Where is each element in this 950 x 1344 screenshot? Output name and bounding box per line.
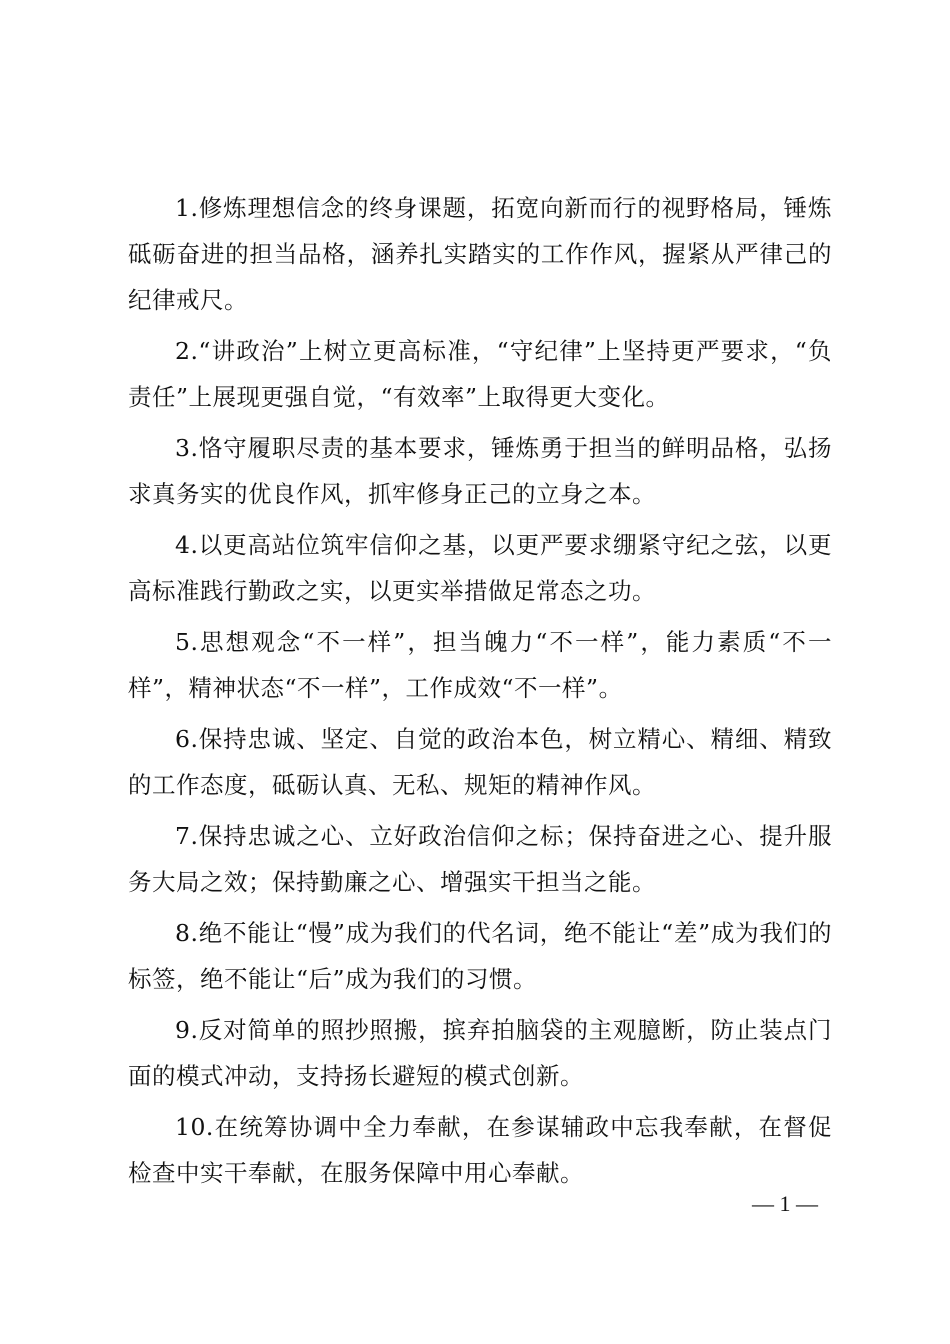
document-body	[128, 185, 832, 1201]
paragraph-6: 6.保持忠诚、坚定、自觉的政治本色，树立精心、精细、精致的工作态度，砥砺认真、无私、规矩的精神作风。	[128, 725, 832, 799]
paragraph-8: 8.绝不能让“慢”成为我们的代名词，绝不能让“差”成为我们的标签，绝不能让“后”成为我们的习惯。	[128, 919, 832, 993]
paragraph-2: 2.“讲政治”上树立更高标准，“守纪律”上坚持更严要求，“负责任”上展现更强自觉，“有效率”上取得更大变化。	[128, 337, 832, 411]
page-number: — 1 —	[752, 1191, 818, 1216]
paragraph-3: 3.恪守履职尽责的基本要求，锤炼勇于担当的鲜明品格，弘扬求真务实的优良作风，抓牢修身正己的立身之本。	[128, 434, 832, 508]
paragraph-10: 10.在统筹协调中全力奉献，在参谋辅政中忘我奉献，在督促检查中实干奉献，在服务保障中用心奉献。	[128, 1113, 832, 1187]
paragraph-4: 4.以更高站位筑牢信仰之基，以更严要求绷紧守纪之弦，以更高标准践行勤政之实，以更实举措做足常态之功。	[128, 531, 832, 605]
paragraph-5: 5.思想观念“不一样”，担当魄力“不一样”，能力素质“不一样”，精神状态“不一样”，工作成效“不一样”。	[128, 628, 832, 702]
paragraph-7: 7.保持忠诚之心、立好政治信仰之标；保持奋进之心、提升服务大局之效；保持勤廉之心、增强实干担当之能。	[128, 822, 832, 896]
paragraph-1: 1.修炼理想信念的终身课题，拓宽向新而行的视野格局，锤炼砥砺奋进的担当品格，涵养扎实踏实的工作作风，握紧从严律己的纪律戒尺。	[128, 194, 832, 314]
paragraph-9: 9.反对简单的照抄照搬，摈弃拍脑袋的主观臆断，防止装点门面的模式冲动，支持扬长避短的模式创新。	[128, 1016, 832, 1090]
